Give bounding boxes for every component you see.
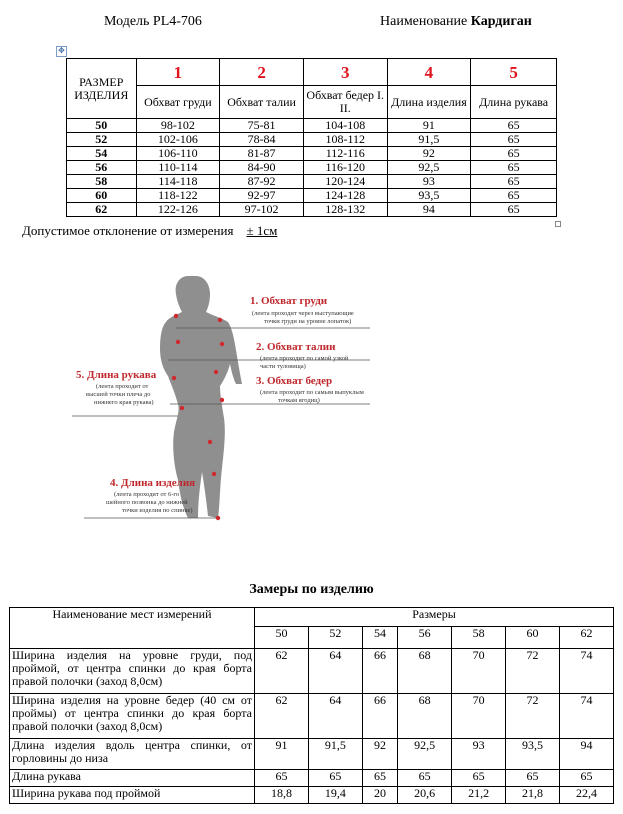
model-value: PL4-706	[152, 14, 202, 29]
value-cell: 78-84	[220, 133, 304, 147]
size-row	[67, 175, 557, 189]
figure-label-title: 1. Обхват груди	[250, 295, 328, 307]
meas-row-name: Ширина изделия на уровне груди, под проймой, от центра спинки до края борта правой полочки (заход 8,0см)	[10, 649, 255, 694]
meas-value: 92	[362, 739, 397, 770]
size-table	[66, 58, 557, 217]
figure-label-note: (лента проходит от	[96, 383, 149, 390]
col-header: Длина рукава	[471, 86, 557, 119]
figure-label-note: точки груди на уровне лопаток)	[264, 318, 352, 325]
figure-label-note: точки изделия по спинке)	[122, 507, 193, 514]
meas-value: 94	[560, 739, 614, 770]
size-cell: 56	[67, 161, 137, 175]
col-number: 5	[471, 59, 557, 86]
size-row	[67, 119, 557, 133]
col-number: 1	[136, 59, 220, 86]
value-cell: 124-128	[303, 189, 387, 203]
meas-value: 68	[398, 649, 452, 694]
value-cell: 92,5	[387, 161, 471, 175]
figure-label-note: (лента проходит по самым выпуклым	[260, 389, 364, 396]
tolerance-value: ± 1см	[246, 223, 278, 238]
value-cell: 104-108	[303, 119, 387, 133]
col-header: Длина изделия	[387, 86, 471, 119]
value-cell: 102-106	[136, 133, 220, 147]
value-cell: 122-126	[136, 203, 220, 217]
meas-value: 72	[506, 694, 560, 739]
value-cell: 116-120	[303, 161, 387, 175]
value-cell: 75-81	[220, 119, 304, 133]
value-cell: 65	[471, 189, 557, 203]
value-cell: 65	[471, 147, 557, 161]
value-cell: 65	[471, 203, 557, 217]
value-cell: 112-116	[303, 147, 387, 161]
name-label: Наименование	[380, 14, 468, 29]
size-cell: 54	[67, 147, 137, 161]
figure-label-note: нижнего края рукава)	[94, 399, 154, 406]
meas-value: 93	[452, 739, 506, 770]
meas-value: 65	[506, 770, 560, 787]
figure-label-title: 4. Длина изделия	[110, 477, 196, 489]
size-header: РАЗМЕР ИЗДЕЛИЯ	[67, 59, 137, 119]
meas-size: 50	[255, 627, 309, 649]
value-cell: 94	[387, 203, 471, 217]
meas-row	[10, 770, 614, 787]
value-cell: 97-102	[220, 203, 304, 217]
col-header: Обхват груди	[136, 86, 220, 119]
value-cell: 106-110	[136, 147, 220, 161]
size-row	[67, 189, 557, 203]
meas-value: 65	[308, 770, 362, 787]
col-header: Обхват бедер I. II.	[303, 86, 387, 119]
meas-value: 65	[398, 770, 452, 787]
meas-value: 92,5	[398, 739, 452, 770]
size-cell: 62	[67, 203, 137, 217]
size-cell: 50	[67, 119, 137, 133]
value-cell: 110-114	[136, 161, 220, 175]
meas-value: 21,2	[452, 787, 506, 804]
col-number: 2	[220, 59, 304, 86]
tolerance-note	[22, 223, 277, 239]
value-cell: 92-97	[220, 189, 304, 203]
meas-value: 64	[308, 694, 362, 739]
meas-value: 68	[398, 694, 452, 739]
meas-size: 54	[362, 627, 397, 649]
meas-row-name: Ширина рукава под проймой	[10, 787, 255, 804]
meas-value: 74	[560, 694, 614, 739]
meas-value: 91	[255, 739, 309, 770]
meas-size: 60	[506, 627, 560, 649]
meas-value: 19,4	[308, 787, 362, 804]
value-cell: 65	[471, 133, 557, 147]
size-cell: 60	[67, 189, 137, 203]
meas-header-name: Наименование мест измерений	[10, 608, 255, 649]
meas-value: 66	[362, 649, 397, 694]
value-cell: 98-102	[136, 119, 220, 133]
meas-value: 18,8	[255, 787, 309, 804]
col-number: 3	[303, 59, 387, 86]
size-row	[67, 161, 557, 175]
value-cell: 128-132	[303, 203, 387, 217]
label-hips	[256, 375, 364, 404]
meas-value: 66	[362, 694, 397, 739]
meas-size: 58	[452, 627, 506, 649]
value-cell: 65	[471, 175, 557, 189]
meas-value: 65	[452, 770, 506, 787]
value-cell: 91,5	[387, 133, 471, 147]
meas-value: 72	[506, 649, 560, 694]
col-number: 4	[387, 59, 471, 86]
body-measurement-figure	[70, 262, 390, 562]
meas-value: 65	[362, 770, 397, 787]
figure-label-note: высшей точки плеча до	[86, 391, 151, 398]
meas-value: 20,6	[398, 787, 452, 804]
meas-row-name: Длина изделия вдоль центра спинки, от горловины до низа	[10, 739, 255, 770]
figure-label-title: 5. Длина рукава	[76, 369, 157, 381]
name-value: Кардиган	[470, 14, 532, 29]
value-cell: 65	[471, 161, 557, 175]
figure-label-note: (лента проходит по самой узкой	[260, 355, 349, 362]
label-sleeve	[76, 369, 157, 406]
figure-label-title: 3. Обхват бедер	[256, 375, 333, 387]
meas-value: 70	[452, 694, 506, 739]
value-cell: 92	[387, 147, 471, 161]
name-line	[380, 14, 532, 30]
meas-value: 74	[560, 649, 614, 694]
meas-value: 21,8	[506, 787, 560, 804]
size-row	[67, 147, 557, 161]
meas-row-name: Длина рукава	[10, 770, 255, 787]
size-cell: 58	[67, 175, 137, 189]
meas-value: 70	[452, 649, 506, 694]
size-row	[67, 133, 557, 147]
value-cell: 65	[471, 119, 557, 133]
meas-row-name: Ширина изделия на уровне бедер (40 см от проймы) от центра спинки до края борта правой полочки (заход 8,0см)	[10, 694, 255, 739]
col-header: Обхват талии	[220, 86, 304, 119]
table-resize-handle[interactable]	[555, 221, 561, 227]
value-cell: 84-90	[220, 161, 304, 175]
value-cell: 120-124	[303, 175, 387, 189]
value-cell: 93,5	[387, 189, 471, 203]
meas-value: 65	[255, 770, 309, 787]
meas-header-sizes: Размеры	[255, 608, 614, 627]
model-label: Модель	[104, 14, 150, 29]
figure-label-title: 2. Обхват талии	[256, 341, 336, 353]
value-cell: 108-112	[303, 133, 387, 147]
meas-value: 91,5	[308, 739, 362, 770]
meas-value: 22,4	[560, 787, 614, 804]
meas-row	[10, 739, 614, 770]
value-cell: 114-118	[136, 175, 220, 189]
figure-label-note: (лента проходит через выступающие	[252, 310, 354, 317]
value-cell: 81-87	[220, 147, 304, 161]
meas-value: 93,5	[506, 739, 560, 770]
figure-label-note: части туловища)	[260, 363, 306, 370]
size-cell: 52	[67, 133, 137, 147]
tolerance-text: Допустимое отклонение от измерения	[22, 223, 234, 238]
meas-value: 62	[255, 649, 309, 694]
meas-row	[10, 787, 614, 804]
measurements-title: Замеры по изделию	[249, 582, 374, 597]
value-cell: 87-92	[220, 175, 304, 189]
label-chest	[250, 295, 354, 325]
meas-value: 62	[255, 694, 309, 739]
size-row	[67, 203, 557, 217]
label-waist	[256, 341, 349, 370]
meas-value: 20	[362, 787, 397, 804]
figure-label-note: шейного позвонка до нижней	[106, 499, 188, 506]
value-cell: 93	[387, 175, 471, 189]
value-cell: 118-122	[136, 189, 220, 203]
meas-size: 52	[308, 627, 362, 649]
meas-size: 62	[560, 627, 614, 649]
meas-value: 65	[560, 770, 614, 787]
meas-value: 64	[308, 649, 362, 694]
figure-label-note: (лента проходит от 6-го	[114, 491, 180, 498]
meas-row	[10, 694, 614, 739]
table-move-handle-icon[interactable]: ✥	[56, 46, 67, 57]
value-cell: 91	[387, 119, 471, 133]
meas-row	[10, 649, 614, 694]
figure-label-note: точкам ягодиц)	[278, 397, 320, 404]
measurements-table	[9, 607, 614, 804]
meas-size: 56	[398, 627, 452, 649]
model-line	[104, 14, 202, 30]
